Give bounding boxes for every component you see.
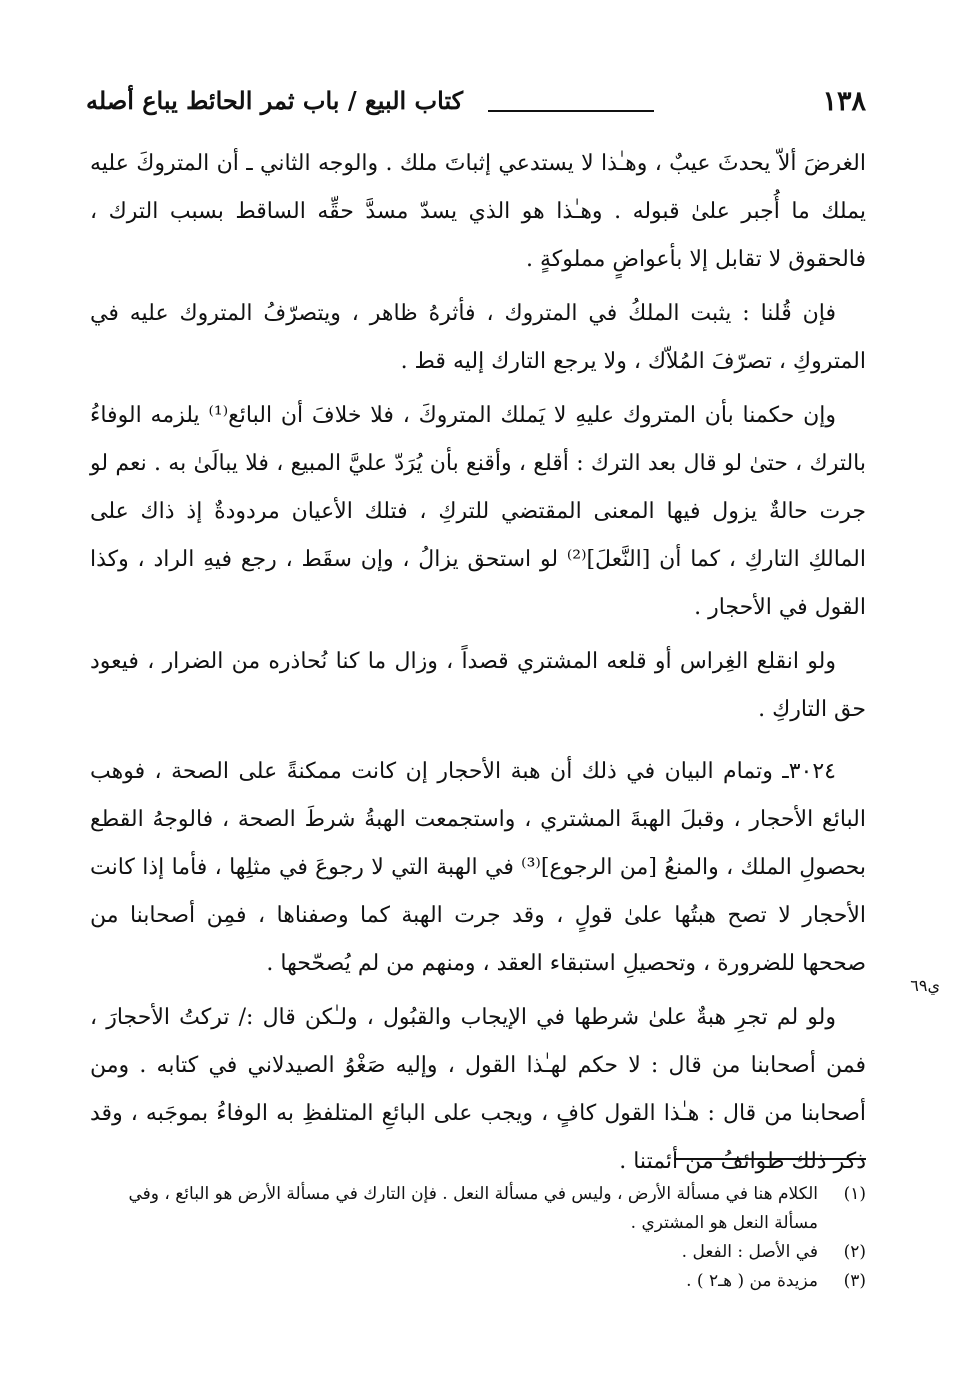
- body-text: [90, 140, 866, 1192]
- footnote-number: (٣): [843, 1271, 866, 1291]
- footnote: [90, 1267, 866, 1296]
- footnote-text: مزيدة من ( هـ٢ ) .: [686, 1271, 818, 1291]
- page-number: ١٣٨: [822, 86, 866, 117]
- footnotes: [90, 1180, 866, 1296]
- paragraph: الغرضَ ألاّ يحدثَ عيبٌ ، وهـٰذا لا يستدعي إثباتَ ملك . والوجه الثاني ـ أن المتروكَ عليه يملك ما أُجبر علىٰ قبوله . وهـٰذا هو الذي يسدّ مسدَّ حقِّه الساقط بسبب الترك ، فالحقوق لا تقابل إلا بأعواضٍ مملوكةٍ .: [90, 151, 866, 272]
- footnote-number: (٢): [843, 1242, 866, 1262]
- margin-note: ي٦٩: [910, 976, 940, 995]
- numbered-paragraph: ٣٠٢٤ـ وتمام البيان في ذلك أن هبة الأحجار إن كانت ممكنةً على الصحة ، فوهب البائع الأحجار ، وقبلَ الهبةَ المشتري ، واستجمعت الهبةُ شرطَ الصحة ، فالوجهُ القطع بحصولِ الملك ، والمنعُ [من الرجوع]⁽³⁾ في الهبة التي لا رجوعَ في مثلِها ، فأما إذا كانت الأحجار لا تصح هبتُها علىٰ قولٍ ، وقد جرت الهبة كما وصفناها ، فمِن أصحابنا من صححها للضرورة ، وتحصيلِ استبقاء العقد ، ومنهم من لم يُصحّحها .: [90, 759, 866, 976]
- footnote: [90, 1238, 866, 1267]
- footnote: [90, 1180, 866, 1238]
- footnote-text: في الأصل : الفعل .: [681, 1242, 818, 1262]
- footnote-text: الكلام هنا في مسألة الأرض ، وليس في مسألة النعل . فإن التارك في مسألة الأرض هو البائع ، وفي مسألة النعل هو المشتري .: [128, 1184, 818, 1233]
- paragraph: وإن حكمنا بأن المتروك عليهِ لا يَملك المتروكَ ، فلا خلافَ أن البائع⁽¹⁾ يلزمه الوفاءُ بالترك ، حتىٰ لو قال بعد الترك : أقلع ، وأقنع بأن يُرَدّ عليَّ المبيع ، فلا يبالَىٰ به . نعم لو جرت حالةٌ يزول فيها المعنى المقتضي للتركِ ، فتلك الأعيان مردودةٌ إذ ذاك على المالكِ التاركِ ، كما أن [النَّعلَ]⁽²⁾ لو استحق يزالُ ، وإن سقَط ، رجع فيهِ الراد ، وكذا القول في الأحجار .: [90, 403, 866, 620]
- page-header: [86, 82, 866, 122]
- footnote-rule: [674, 1158, 866, 1160]
- header-rule: [488, 110, 654, 112]
- footnote-number: (١): [843, 1184, 866, 1204]
- paragraph: ولو لم تجرِ هبةٌ علىٰ شرطها في الإيجاب والقبُول ، ولـٰكن قال :/ تركتُ الأحجارَ ، فمن أصحابنا من قال : لا حكم لهـٰذا القول ، وإليه صَغْوُ الصيدلاني في كتابه . ومن أصحابنا من قال : هـٰذا القول كافٍ ، ويجب على البائعِ المتلفظِ به الوفاءُ بموجَبه ، وقد ذكر ذلك طوائفُ من أئمتنا .: [90, 1005, 866, 1174]
- running-title: كتاب البيع / باب ثمر الحائط يباع أصله: [86, 86, 464, 115]
- paragraph: ولو انقلع الغِراس أو قلعه المشتري قصداً ، وزال ما كنا نُحاذره من الضرار ، فيعود حق التاركِ .: [90, 649, 866, 722]
- paragraph: فإن قُلنا : يثبت الملكُ في المتروك ، فأثرهُ ظاهر ، ويتصرّفُ المتروك عليه في المتروكِ ، تصرّفَ المُلاّك ، ولا يرجع التارك إليه قط .: [90, 301, 866, 374]
